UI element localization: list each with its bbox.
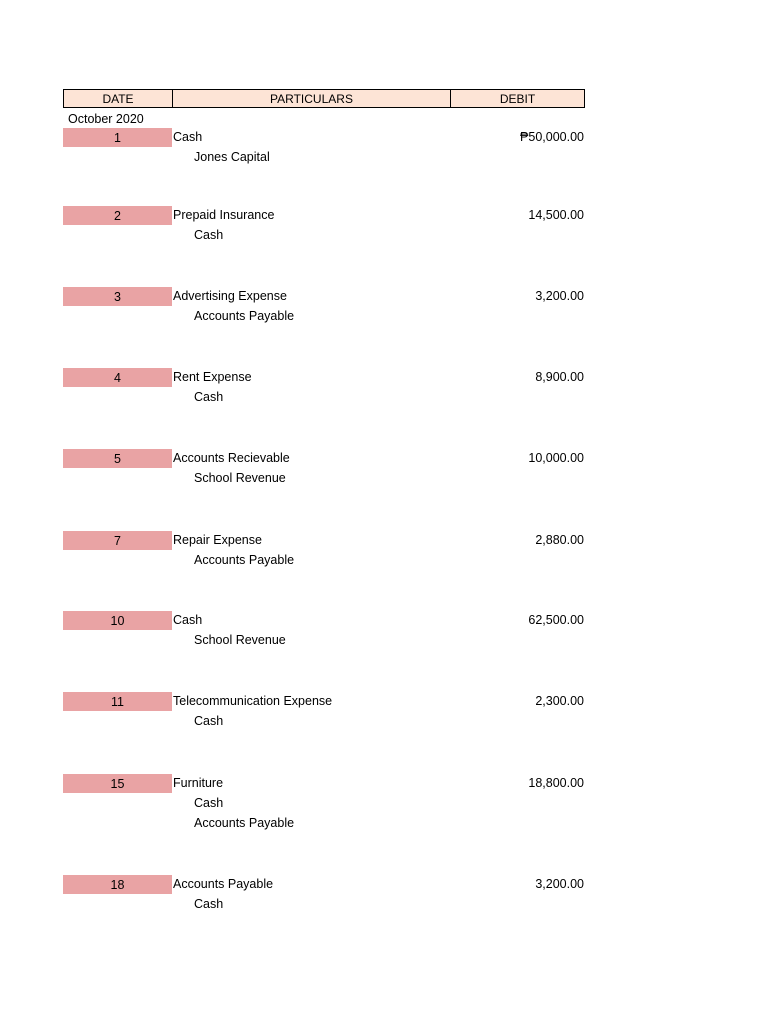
entry-date-cell: 3 (63, 287, 172, 306)
credit-account: Jones Capital (194, 150, 270, 164)
entry-date-cell: 5 (63, 449, 172, 468)
credit-account: Accounts Payable (194, 309, 295, 323)
credit-account: Accounts Payable (194, 553, 295, 567)
credit-account: Cash (194, 897, 224, 911)
debit-amount: 14,500.00 (528, 208, 584, 222)
debit-amount: 3,200.00 (535, 877, 584, 891)
debit-amount: ₱50,000.00 (520, 130, 584, 144)
debit-account: Telecommunication Expense (173, 694, 333, 708)
debit-column-header: DEBIT (499, 91, 536, 106)
debit-amount: 2,300.00 (535, 694, 584, 708)
debit-amount: 62,500.00 (528, 613, 584, 627)
entry-date-cell: 4 (63, 368, 172, 387)
entry-date-cell: 15 (63, 774, 172, 793)
credit-account: Cash (194, 390, 224, 404)
credit-account: Cash (194, 228, 224, 242)
debit-account: Cash (173, 130, 203, 144)
period-label: October 2020 (68, 112, 144, 126)
debit-account: Repair Expense (173, 533, 262, 547)
debit-account: Furniture (173, 776, 224, 790)
date-column-header: DATE (64, 90, 173, 107)
particulars-column-header: PARTICULARS (173, 90, 451, 107)
debit-amount: 3,200.00 (535, 289, 584, 303)
credit-account: School Revenue (194, 471, 286, 485)
debit-account: Cash (173, 613, 203, 627)
entry-date-cell: 11 (63, 692, 172, 711)
debit-amount: 10,000.00 (528, 451, 584, 465)
debit-amount: 18,800.00 (528, 776, 584, 790)
entry-date-cell: 1 (63, 128, 172, 147)
entry-date-cell: 2 (63, 206, 172, 225)
credit-account: School Revenue (194, 633, 286, 647)
debit-account: Prepaid Insurance (173, 208, 275, 222)
credit-account: Cash (194, 714, 224, 728)
entry-date-cell: 7 (63, 531, 172, 550)
debit-amount: 2,880.00 (535, 533, 584, 547)
debit-account: Rent Expense (173, 370, 252, 384)
credit-account: Cash (194, 796, 224, 810)
credit-account: Accounts Payable (194, 816, 295, 830)
debit-amount: 8,900.00 (535, 370, 584, 384)
debit-account: Advertising Expense (173, 289, 287, 303)
entry-date-cell: 18 (63, 875, 172, 894)
debit-account: Accounts Recievable (173, 451, 290, 465)
debit-account: Accounts Payable (173, 877, 274, 891)
entry-date-cell: 10 (63, 611, 172, 630)
